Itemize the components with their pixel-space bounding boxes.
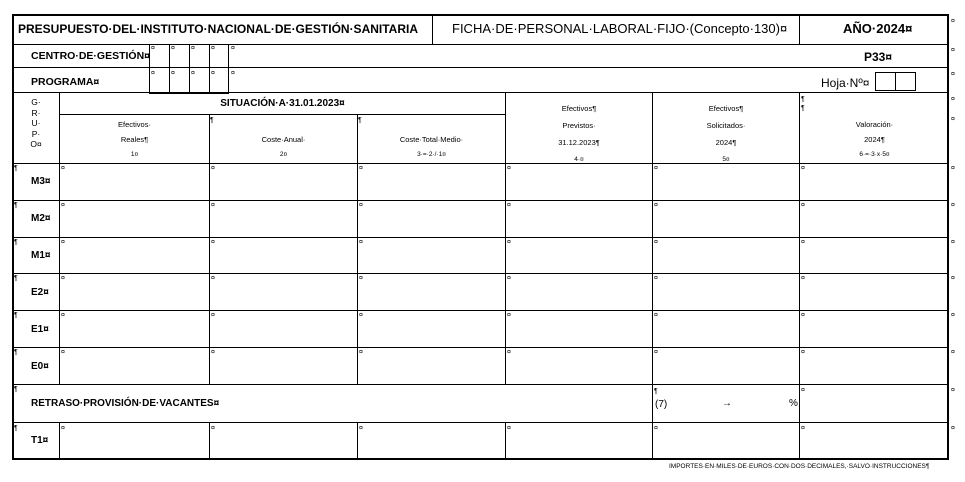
form-title: PRESUPUESTO·DEL·INSTITUTO·NACIONAL·DE·GESTIÓN·SANITARIA — [18, 22, 419, 36]
cell-mark: ¤ — [61, 202, 65, 209]
paragraph-mark: ¶ — [654, 388, 658, 395]
cell-mark: ¤ — [151, 45, 155, 52]
cell-mark: ¤ — [61, 275, 65, 282]
cell-mark: ¤ — [211, 425, 215, 432]
program-code: P33¤ — [864, 50, 893, 64]
cell-mark: ¤ — [951, 425, 955, 432]
cell-mark: ¤ — [191, 45, 195, 52]
retraso-percent: % — [789, 398, 798, 409]
cell-mark: ¤ — [654, 239, 658, 246]
ficha-title: FICHA·DE·PERSONAL·LABORAL·FIJO·(Concepto·130)¤ — [452, 21, 788, 36]
paragraph-mark: ¶ — [210, 117, 214, 124]
cell-mark: ¤ — [951, 349, 955, 356]
cell-mark: ¤ — [171, 45, 175, 52]
cell-mark: ¤ — [211, 202, 215, 209]
cell-mark: ¤ — [801, 275, 805, 282]
valoracion-header: Valoración· 2024¶ 6·=·3·x·5¤ — [855, 120, 894, 158]
retraso-label: RETRASO·PROVISIÓN·DE·VACANTES¤ — [31, 398, 220, 409]
cell-mark: ¤ — [951, 387, 955, 394]
cell-mark: ¤ — [231, 70, 235, 77]
cell-mark: ¤ — [211, 70, 215, 77]
cell-mark: ¤ — [359, 312, 363, 319]
cell-mark: ¤ — [507, 425, 511, 432]
cell-mark: ¤ — [801, 165, 805, 172]
cell-mark: ¤ — [507, 239, 511, 246]
centro-code-boxes[interactable] — [149, 44, 229, 67]
cell-mark: ¤ — [61, 312, 65, 319]
hoja-number-boxes[interactable] — [875, 72, 916, 91]
cell-mark: ¤ — [211, 349, 215, 356]
cell-mark: ¤ — [951, 71, 955, 78]
reales-header: Efectivos· Reales¶ 1¤ — [118, 120, 151, 158]
cell-mark: ¤ — [951, 202, 955, 209]
cell-mark: ¤ — [951, 312, 955, 319]
cell-mark: ¤ — [801, 202, 805, 209]
cell-mark: ¤ — [61, 349, 65, 356]
cell-mark: ¤ — [507, 202, 511, 209]
paragraph-mark: ¶ — [14, 386, 18, 393]
cell-mark: ¤ — [801, 239, 805, 246]
cell-mark: ¤ — [171, 70, 175, 77]
programa-label: PROGRAMA¤ — [31, 76, 100, 88]
retraso-ref: (7) — [655, 399, 668, 410]
cell-mark: ¤ — [61, 239, 65, 246]
footer-note: IMPORTES·EN·MILES·DE·EUROS·CON·DOS·DECIMALES,·SALVO·INSTRUCCIONES¶ — [669, 463, 930, 470]
hoja-label: Hoja·Nº¤ — [821, 76, 870, 90]
cell-mark: ¤ — [951, 96, 955, 103]
solicitados-header: Efectivos¶ Solicitados· 2024¶ 5¤ — [706, 104, 746, 163]
paragraph-mark: ¶ — [801, 105, 805, 112]
cell-mark: ¤ — [359, 239, 363, 246]
cell-mark: ¤ — [654, 349, 658, 356]
paragraph-mark: ¶ — [14, 425, 18, 432]
cell-mark: ¤ — [507, 312, 511, 319]
cell-mark: ¤ — [231, 45, 235, 52]
grupo-header: G· R· U· P· O¤ — [30, 97, 42, 149]
paragraph-mark: ¶ — [358, 117, 362, 124]
coste-medio-header: Coste·Total·Medio· 3·=·2·/·1¤ — [399, 135, 464, 158]
cell-mark: ¤ — [801, 349, 805, 356]
paragraph-mark: ¶ — [14, 349, 18, 356]
cell-mark: ¤ — [951, 18, 955, 25]
cell-mark: ¤ — [654, 275, 658, 282]
cell-mark: ¤ — [801, 425, 805, 432]
cell-mark: ¤ — [359, 349, 363, 356]
cell-mark: ¤ — [211, 239, 215, 246]
cell-mark: ¤ — [951, 239, 955, 246]
paragraph-mark: ¶ — [801, 96, 805, 103]
cell-mark: ¤ — [211, 275, 215, 282]
centro-label: CENTRO·DE·GESTIÓN¤ — [31, 50, 151, 62]
cell-mark: ¤ — [951, 47, 955, 54]
previstos-header: Efectivos¶ Previstos· 31.12.2023¶ 4·¤ — [558, 104, 600, 163]
cell-mark: ¤ — [801, 312, 805, 319]
cell-mark: ¤ — [61, 425, 65, 432]
paragraph-mark: ¶ — [14, 239, 18, 246]
cell-mark: ¤ — [211, 312, 215, 319]
year-label: AÑO·2024¤ — [843, 21, 913, 36]
row-label-m1: M1¤ — [31, 250, 51, 261]
cell-mark: ¤ — [151, 70, 155, 77]
cell-mark: ¤ — [211, 165, 215, 172]
paragraph-mark: ¶ — [14, 165, 18, 172]
row-label-e0: E0¤ — [31, 361, 49, 372]
row-label-e1: E1¤ — [31, 324, 49, 335]
cell-mark: ¤ — [359, 425, 363, 432]
row-label-t1: T1¤ — [31, 435, 49, 446]
cell-mark: ¤ — [507, 165, 511, 172]
row-label-m3: M3¤ — [31, 176, 51, 187]
cell-mark: ¤ — [359, 165, 363, 172]
row-label-m2: M2¤ — [31, 213, 51, 224]
paragraph-mark: ¶ — [14, 275, 18, 282]
arrow-icon: → — [722, 398, 732, 409]
cell-mark: ¤ — [951, 165, 955, 172]
cell-mark: ¤ — [61, 165, 65, 172]
row-label-e2: E2¤ — [31, 287, 49, 298]
cell-mark: ¤ — [654, 202, 658, 209]
cell-mark: ¤ — [951, 275, 955, 282]
cell-mark: ¤ — [654, 165, 658, 172]
cell-mark: ¤ — [359, 275, 363, 282]
paragraph-mark: ¶ — [14, 312, 18, 319]
cell-mark: ¤ — [507, 275, 511, 282]
cell-mark: ¤ — [654, 425, 658, 432]
cell-mark: ¤ — [359, 202, 363, 209]
cell-mark: ¤ — [507, 349, 511, 356]
paragraph-mark: ¶ — [14, 202, 18, 209]
coste-anual-header: Coste·Anual· 2¤ — [261, 135, 306, 158]
cell-mark: ¤ — [951, 116, 955, 123]
programa-code-boxes[interactable] — [149, 67, 229, 94]
cell-mark: ¤ — [211, 45, 215, 52]
cell-mark: ¤ — [654, 312, 658, 319]
cell-mark: ¤ — [191, 70, 195, 77]
cell-mark: ¤ — [801, 387, 805, 394]
situacion-header: SITUACIÓN·A·31.01.2023¤ — [220, 98, 345, 109]
